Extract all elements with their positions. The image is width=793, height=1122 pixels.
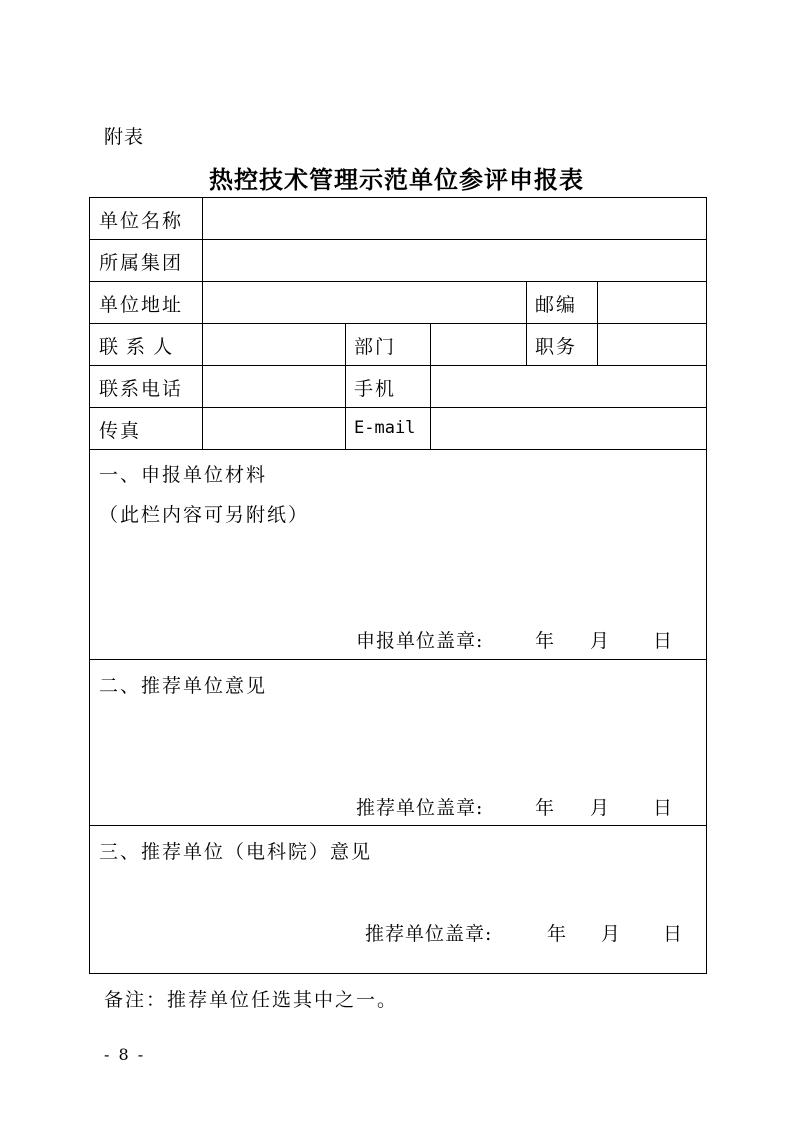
phone-field[interactable] xyxy=(203,366,345,407)
address-label: 单位地址 xyxy=(99,294,184,316)
group-field[interactable] xyxy=(203,240,705,281)
mobile-label: 手机 xyxy=(354,378,397,400)
table-border-bottom xyxy=(89,973,706,974)
attachment-label: 附表 xyxy=(104,126,145,148)
section-2-title: 二、推荐单位意见 xyxy=(99,675,268,697)
section-2-year: 年 xyxy=(535,797,556,819)
section-1-title: 一、申报单位材料 xyxy=(99,464,268,486)
section-1-stamp-label: 申报单位盖章: xyxy=(356,630,484,652)
department-field[interactable] xyxy=(431,324,526,365)
contact-label: 联 系 人 xyxy=(99,336,174,358)
email-label: E-mail xyxy=(354,418,416,438)
remark-note: 备注：推荐单位任选其中之一。 xyxy=(104,989,399,1011)
department-label: 部门 xyxy=(354,336,397,358)
section-3-day: 日 xyxy=(663,923,684,945)
page-number: - 8 - xyxy=(104,1045,146,1064)
form-title: 热控技术管理示范单位参评申报表 xyxy=(209,165,584,194)
mobile-field[interactable] xyxy=(431,366,705,407)
unit-name-field[interactable] xyxy=(203,198,705,239)
postcode-label: 邮编 xyxy=(535,294,578,316)
section-3-stamp-label: 推荐单位盖章: xyxy=(365,923,493,945)
section-2-day: 日 xyxy=(653,797,674,819)
section-1-year: 年 xyxy=(535,630,556,652)
email-field[interactable] xyxy=(431,408,705,449)
table-border-right xyxy=(706,197,707,974)
section-1-day: 日 xyxy=(653,630,674,652)
phone-label: 联系电话 xyxy=(99,378,184,400)
section-3-month: 月 xyxy=(601,923,622,945)
address-field[interactable] xyxy=(203,282,526,323)
section-1-note: （此栏内容可另附纸） xyxy=(99,504,310,526)
section-1-month: 月 xyxy=(590,630,611,652)
contact-field[interactable] xyxy=(203,324,345,365)
application-form-table xyxy=(89,197,706,973)
postcode-field[interactable] xyxy=(598,282,705,323)
fax-field[interactable] xyxy=(203,408,345,449)
group-label: 所属集团 xyxy=(99,252,184,274)
section-2-month: 月 xyxy=(590,797,611,819)
section-3-year: 年 xyxy=(547,923,568,945)
section-3-title: 三、推荐单位（电科院）意见 xyxy=(99,841,373,863)
column-divider xyxy=(345,323,346,449)
unit-name-label: 单位名称 xyxy=(99,210,184,232)
column-divider xyxy=(526,281,527,365)
fax-label: 传真 xyxy=(99,420,142,442)
position-label: 职务 xyxy=(535,336,578,358)
position-field[interactable] xyxy=(598,324,705,365)
section-2-stamp-label: 推荐单位盖章: xyxy=(356,797,484,819)
